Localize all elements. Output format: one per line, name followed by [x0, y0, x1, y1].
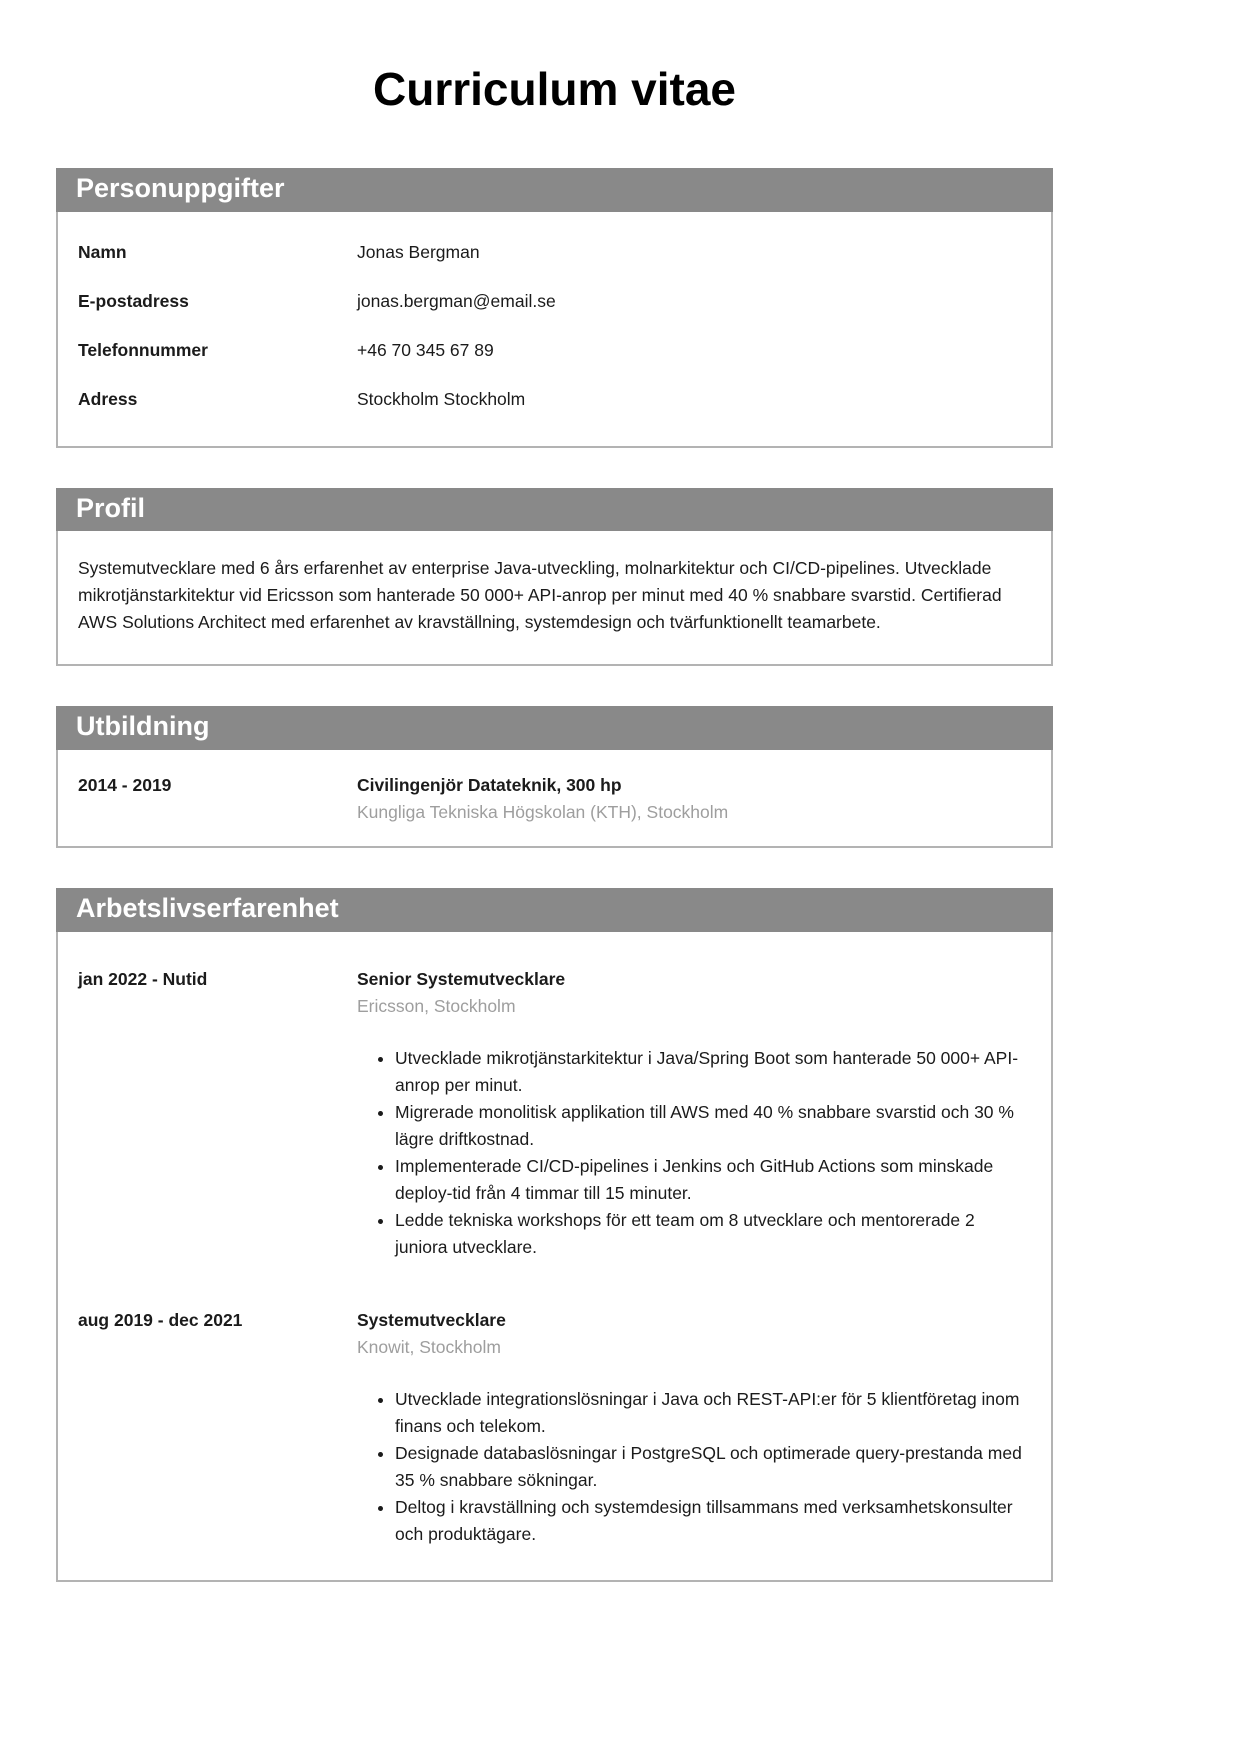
bullet-item: • Utvecklade integrationslösningar i Java och REST-API:er för 5 klientföretag inom finans och telekom.	[395, 1386, 1031, 1440]
experience-employer: Knowit, Stockholm	[357, 1336, 501, 1357]
section-profile	[56, 488, 1053, 667]
experience-role: Senior Systemutvecklare	[357, 968, 566, 989]
info-label-phone: Telefonnummer	[78, 339, 208, 360]
section-body-profile	[56, 531, 1053, 666]
section-personal	[56, 168, 1053, 448]
experience-details	[357, 966, 1031, 1261]
info-row-name	[78, 230, 1031, 279]
bullet-item: • Deltog i kravställning och systemdesign tillsammans med verksamhetskonsulter och produktägare.	[395, 1494, 1031, 1548]
experience-entry-ericsson	[78, 966, 1031, 1261]
section-header-education: Utbildning	[56, 706, 1053, 750]
info-value-phone: +46 70 345 67 89	[357, 339, 494, 360]
bullet-item: • Designade databaslösningar i PostgreSQL och optimerade query-prestanda med 35 % snabbare sökningar.	[395, 1440, 1031, 1494]
experience-employer: Ericsson, Stockholm	[357, 995, 516, 1016]
experience-entry-knowit	[78, 1307, 1031, 1548]
experience-bullet-list	[357, 1386, 1031, 1548]
profile-summary-text: Systemutvecklare med 6 års erfarenhet av enterprise Java-utveckling, molnarkitektur och CI/CD-pipelines. Utvecklade mikrotjänstarkitektur vid Ericsson som hanterade 50 000+ API-anrop per minut med 40 % snabbare svarstid. Certifierad AWS Solutions Architect med erfarenhet av kravställning, systemdesign och tvärfunktionellt teamarbete.	[78, 558, 1002, 633]
section-header-profile: Profil	[56, 488, 1053, 532]
section-header-experience: Arbetslivserfarenhet	[56, 888, 1053, 932]
section-education	[56, 706, 1053, 848]
bullet-item: • Ledde tekniska workshops för ett team om 8 utvecklare och mentorerade 2 juniora utvecklare.	[395, 1207, 1031, 1261]
info-row-phone	[78, 328, 1031, 377]
info-label-address: Adress	[78, 388, 138, 409]
section-header-personal: Personuppgifter	[56, 168, 1053, 212]
info-label-email: E-postadress	[78, 290, 189, 311]
education-degree: Civilingenjör Datateknik, 300 hp	[357, 775, 622, 796]
experience-role: Systemutvecklare	[357, 1309, 506, 1330]
bullet-item: • Utvecklade mikrotjänstarkitektur i Java/Spring Boot som hanterade 50 000+ API-anrop per minut.	[395, 1045, 1031, 1099]
info-label-name: Namn	[78, 241, 127, 262]
section-body-experience	[56, 932, 1053, 1582]
experience-period: jan 2022 - Nutid	[78, 968, 208, 989]
info-row-address	[78, 377, 1031, 426]
experience-period: aug 2019 - dec 2021	[78, 1309, 243, 1330]
info-value-email: jonas.bergman@email.se	[357, 290, 556, 311]
bullet-item: • Implementerade CI/CD-pipelines i Jenkins och GitHub Actions som minskade deploy-tid från 4 timmar till 15 minuter.	[395, 1153, 1031, 1207]
info-value-address: Stockholm Stockholm	[357, 388, 526, 409]
experience-details	[357, 1307, 1031, 1548]
section-body-personal	[56, 212, 1053, 448]
experience-bullet-list	[357, 1045, 1031, 1261]
section-experience	[56, 888, 1053, 1582]
info-row-email	[78, 279, 1031, 328]
section-body-education	[56, 750, 1053, 848]
education-school: Kungliga Tekniska Högskolan (KTH), Stockholm	[357, 802, 729, 823]
page-title: Curriculum vitae	[373, 63, 736, 115]
info-value-name: Jonas Bergman	[357, 241, 480, 262]
education-details	[357, 772, 1031, 826]
education-entry	[78, 772, 1031, 826]
bullet-item: • Migrerade monolitisk applikation till AWS med 40 % snabbare svarstid och 30 % lägre driftkostnad.	[395, 1099, 1031, 1153]
education-period: 2014 - 2019	[78, 775, 172, 796]
